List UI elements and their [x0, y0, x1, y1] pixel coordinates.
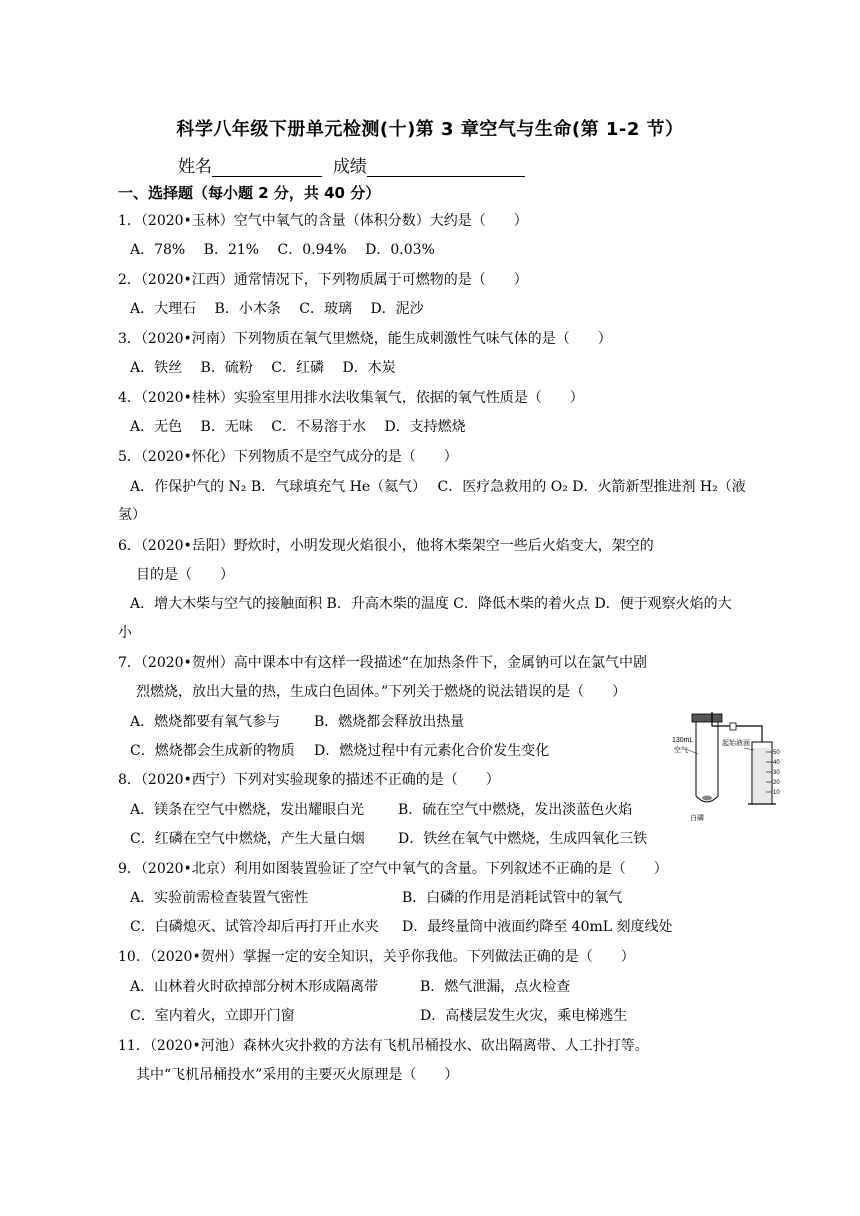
question-8-option-b: B．硫在空气中燃烧，发出淡蓝色火焰: [398, 802, 633, 818]
question-6-options-cont: 小: [118, 625, 132, 641]
question-9-option-a: A．实验前需检查装置气密性: [130, 890, 309, 906]
question-9-option-b: B．白磷的作用是消耗试管中的氧气: [402, 890, 623, 906]
question-3-stem: 3．（2020•河南）下列物质在氧气里燃烧，能生成刺激性气味气体的是（ ）: [118, 331, 612, 347]
question-1-options: A．78% B．21% C．0.94% D．0.03%: [130, 242, 435, 258]
question-4-stem: 4．（2020•桂林）实验室里用排水法收集氧气，依据的氧气性质是（ ）: [118, 390, 584, 406]
question-5-stem: 5．（2020•怀化）下列物质不是空气成分的是（ ）: [118, 449, 458, 465]
question-5-options-cont: 氢）: [118, 507, 146, 523]
label-start-level: [722, 738, 750, 747]
rubber-stopper: [692, 714, 722, 722]
question-10-option-b: B．燃气泄漏，点火检查: [420, 979, 571, 995]
label-start-level-text: 起始液面: [722, 739, 750, 747]
cylinder-water: [753, 748, 771, 803]
scale-40: 40: [773, 760, 780, 766]
question-11-stem-cont: 其中“飞机吊桶投水”采用的主要灭火原理是（ ）: [136, 1067, 459, 1083]
question-10-stem: 10．（2020•贺州）掌握一定的安全知识，关乎你我他。下列做法正确的是（ ）: [118, 949, 635, 965]
question-7-option-a: A．燃烧都要有氧气参与: [130, 714, 281, 730]
question-10-option-a: A．山林着火时砍掉部分树木形成隔离带: [130, 979, 379, 995]
question-8-option-a: A．镁条在空气中燃烧，发出耀眼白光: [130, 802, 365, 818]
question-8-stem: 8．（2020•西宁）下列对实验现象的描述不正确的是（ ）: [118, 772, 500, 788]
question-10-option-c: C．室内着火，立即开门窗: [130, 1008, 295, 1024]
scale-30: 30: [773, 770, 780, 776]
question-3-options: A．铁丝 B．硫粉 C．红磷 D．木炭: [130, 360, 396, 376]
label-white-phosphorus: 白磷: [690, 814, 704, 822]
question-7-option-d: D．燃烧过程中有元素化合价发生变化: [314, 743, 550, 759]
question-9-option-d: D．最终量筒中液面约降至 40mL 刻度线处: [402, 919, 673, 935]
student-info: [178, 152, 525, 177]
page-title: 科学八年级下册单元检测(十)第 3 章空气与生命(第 1-2 节）: [176, 119, 684, 140]
water-clamp: [730, 723, 736, 730]
question-5-options: A．作保护气的 N₂ B．气球填充气 He（氦气） C．医疗急救用的 O₂ D．火箭新型推进剂 H₂（液: [130, 479, 746, 495]
question-9-option-c: C．白磷熄灭、试管冷却后再打开止水夹: [130, 919, 379, 935]
label-130ml: 130mL: [672, 737, 694, 744]
question-6-stem: 6．（2020•岳阳）野炊时，小明发现火焰很小，他将木柴架空一些后火焰变大，架空的: [118, 538, 654, 554]
question-7-stem-cont: 烈燃烧，放出大量的热，生成白色固体。”下列关于燃烧的说法错误的是（ ）: [136, 684, 627, 700]
question-6-options: A．增大木柴与空气的接触面积 B．升高木柴的温度 C．降低木柴的着火点 D．便于观察火焰的大: [130, 596, 732, 612]
experiment-apparatus-figure: [672, 712, 792, 824]
name-blank[interactable]: [212, 159, 322, 177]
question-1-stem: 1．（2020•玉林）空气中氧气的含量（体积分数）大约是（ ）: [118, 213, 528, 229]
question-8-option-d: D．铁丝在氧气中燃烧，生成四氧化三铁: [398, 831, 648, 847]
test-tube: [696, 722, 718, 802]
name-label: 姓名: [178, 157, 212, 177]
white-phosphorus: [702, 796, 712, 801]
scale-20: 20: [773, 780, 780, 786]
question-11-stem: 11．（2020•河池）森林火灾扑救的方法有飞机吊桶投水、砍出隔离带、人工扑打等。: [118, 1038, 649, 1054]
label-air: 空气: [674, 746, 688, 754]
question-7-option-c: C．燃烧都会生成新的物质: [130, 743, 295, 759]
score-blank[interactable]: [367, 159, 525, 177]
question-2-stem: 2．（2020•江西）通常情况下，下列物质属于可燃物的是（ ）: [118, 272, 528, 288]
question-7-option-b: B．燃烧都会释放出热量: [314, 714, 465, 730]
scale-50: 50: [773, 750, 780, 756]
question-2-options: A．大理石 B．小木条 C．玻璃 D．泥沙: [130, 301, 424, 317]
score-label: 成绩: [332, 157, 367, 177]
section-heading: 一、选择题（每小题 2 分，共 40 分）: [118, 184, 381, 202]
question-4-options: A．无色 B．无味 C．不易溶于水 D．支持燃烧: [130, 419, 466, 435]
question-7-stem: 7．（2020•贺州）高中课本中有这样一段描述“在加热条件下，金属钠可以在氯气中剧: [118, 655, 647, 671]
question-10-option-d: D．高楼层发生火灾，乘电梯逃生: [420, 1008, 628, 1024]
question-9-stem: 9．（2020•北京）利用如图装置验证了空气中氧气的含量。下列叙述不正确的是（ ）: [118, 861, 668, 877]
question-8-option-c: C．红磷在空气中燃烧，产生大量白烟: [130, 831, 365, 847]
question-6-stem-cont: 目的是（ ）: [136, 567, 234, 583]
scale-10: 10: [773, 790, 780, 796]
